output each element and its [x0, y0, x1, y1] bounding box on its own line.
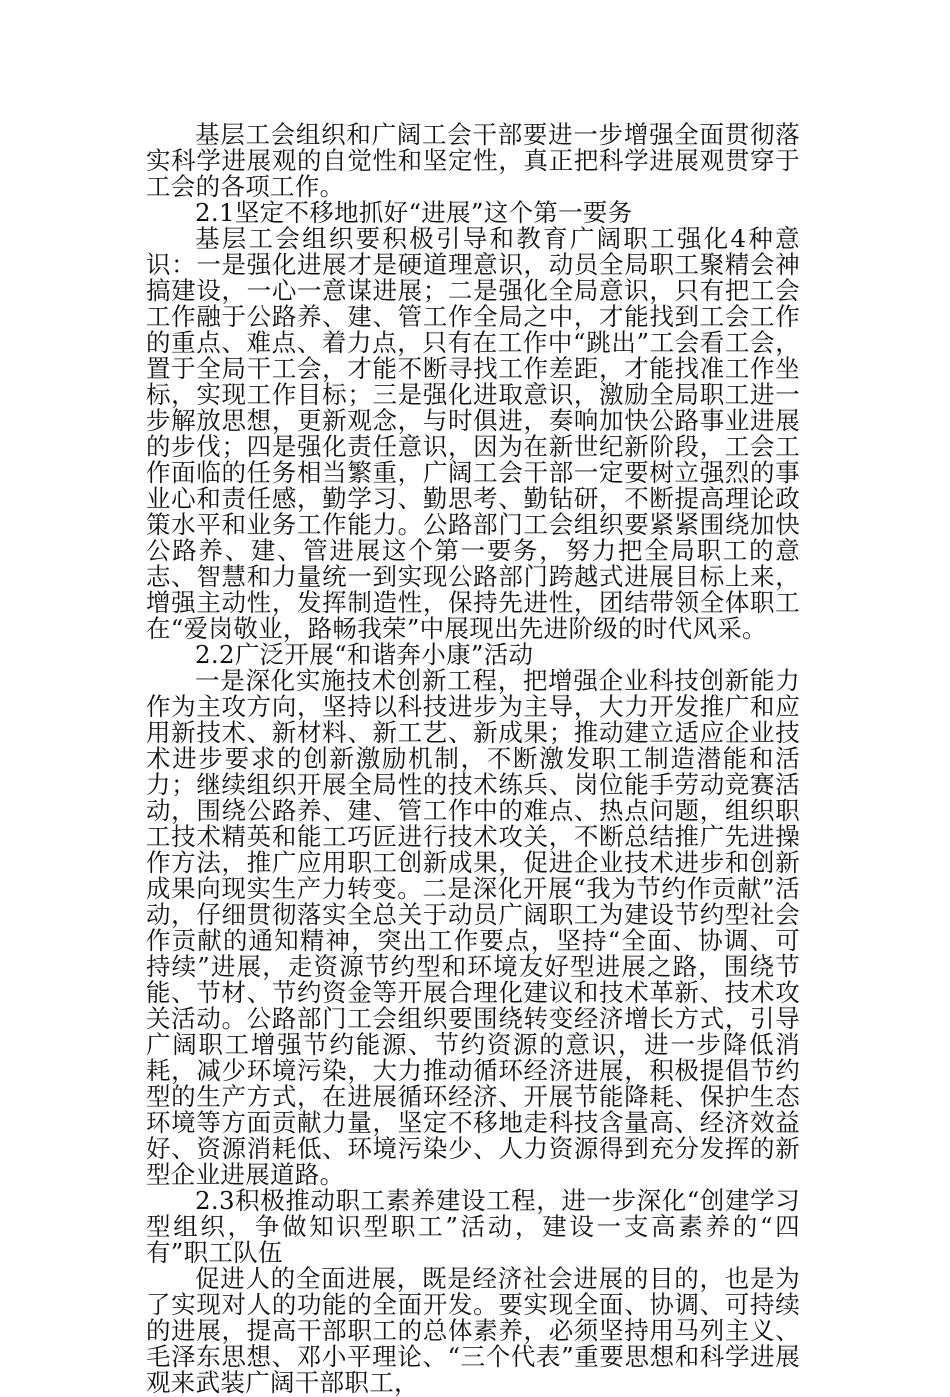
section-heading-2-3: 2.3积极推动职工素养建设工程，进一步深化“创建学习型组织，争做知识型职工”活动，建设一支高素养的“四有”职工队伍: [146, 1186, 800, 1267]
document-body: [146, 122, 800, 1396]
section-heading-2-1: 2.1坚定不移地抓好“进展”这个第一要务: [195, 198, 633, 227]
paragraph-all-round-development: 促进人的全面进展，既是经济社会进展的目的，也是为了实现对人的功能的全面开发。要实现全面、协调、可持续的进展，提高干部职工的总体素养，必须坚持用马列主义、毛泽东思想、邓小平理论、“三个代表”重要思想和科学进展观来武装广阔干部职工，: [146, 1264, 800, 1397]
section-heading-2-2: 2.2广泛开展“和谐奔小康”活动: [195, 640, 534, 669]
paragraph-intro: 基层工会组织和广阔工会干部要进一步增强全面贯彻落实科学进展观的自觉性和坚定性，真正把科学进展观贯穿于工会的各项工作。: [146, 120, 800, 201]
paragraph-innovation-and-saving: 一是深化实施技术创新工程，把增强企业科技创新能力作为主攻方向，坚持以科技进步为主导，大力开发推广和应用新技术、新材料、新工艺、新成果；推动建立适应企业技术进步要求的创新激励机制，不断激发职工制造潜能和活力；继续组织开展全局性的技术练兵、岗位能手劳动竞赛活动，围绕公路养、建、管工作中的难点、热点问题，组织职工技术精英和能工巧匠进行技术攻关，不断总结推广先进操作方法，推广应用职工创新成果，促进企业技术进步和创新成果向现实生产力转变。二是深化开展“我为节约作贡献”活动，仔细贯彻落实全总关于动员广阔职工为建设节约型社会作贡献的通知精神，突出工作要点，坚持“全面、协调、可持续”进展，走资源节约型和环境友好型进展之路，围绕节能、节材、节约资金等开展合理化建议和技术革新、技术攻关活动。公路部门工会组织要围绕转变经济增长方式，引导广阔职工增强节约能源、节约资源的意识，进一步降低消耗，减少环境污染，大力推动循环经济进展，积极提倡节约型的生产方式，在进展循环经济、开展节能降耗、保护生态环境等方面贡献力量，坚定不移地走科技含量高、经济效益好、资源消耗低、环境污染少、人力资源得到充分发挥的新型企业进展道路。: [146, 666, 800, 1189]
paragraph-four-awareness: 基层工会组织要积极引导和教育广阔职工强化4种意识：一是强化进展才是硬道理意识，动员全局职工聚精会神搞建设，一心一意谋进展；二是强化全局意识，只有把工会工作融于公路养、建、管工作全局之中，才能找到工会工作的重点、难点、着力点，只有在工作中“跳出”工会看工会，置于全局干工会，才能不断寻找工作差距，才能找准工作坐标，实现工作目标；三是强化进取意识，激励全局职工进一步解放思想，更新观念，与时俱进，奏响加快公路事业进展的步伐；四是强化责任意识，因为在新世纪新阶段，工会工作面临的任务相当繁重，广阔工会干部一定要树立强烈的事业心和责任感，勤学习、勤思考、勤钻研，不断提高理论政策水平和业务工作能力。公路部门工会组织要紧紧围绕加快公路养、建、管进展这个第一要务，努力把全局职工的意志、智慧和力量统一到实现公路部门跨越式进展目标上来，增强主动性，发挥制造性，保持先进性，团结带领全体职工在“爱岗敬业，路畅我荣”中展现出先进阶级的时代风采。: [146, 224, 800, 643]
